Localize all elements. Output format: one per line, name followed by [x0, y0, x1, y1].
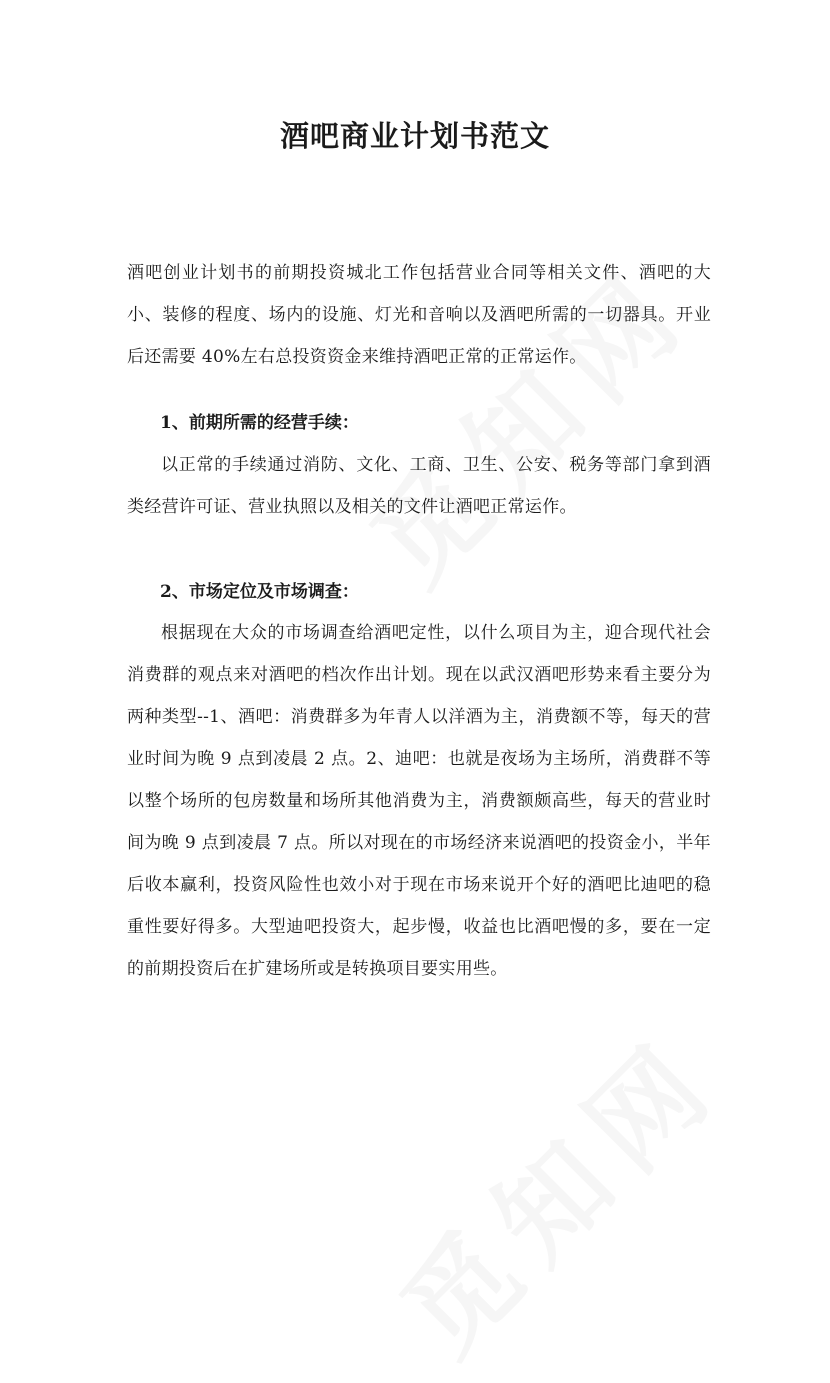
- intro-paragraph: 酒吧创业计划书的前期投资城北工作包括营业合同等相关文件、酒吧的大小、装修的程度、场内的设施、灯光和音响以及酒吧所需的一切器具。开业后还需要 40%左右总投资资金来维持酒吧正常的正常运作。: [127, 263, 711, 367]
- section-heading-market: 2、市场定位及市场调查：: [160, 582, 359, 602]
- section-body-market: 根据现在大众的市场调查给酒吧定性，以什么项目为主，迎合现代社会消费群的观点来对酒吧的档次作出计划。现在以武汉酒吧形势来看主要分为两种类型--1、酒吧：消费群多为年青人以洋酒为主，消费额不等，每天的营业时间为晚 9 点到凌晨 2 点。2、迪吧：也就是夜场为主场所，消费群不等以整个场所的包房数量和场所其他消费为主，消费额颇高些，每天的营业时间为晚 9 点到凌晨 7 点。所以对现在的市场经济来说酒吧的投资金小，半年后收本赢利，投资风险性也效小对于现在市场来说开个好的酒吧比迪吧的稳重性要好得多。大型迪吧投资大，起步慢，收益也比酒吧慢的多，要在一定的前期投资后在扩建场所或是转换项目要实用些。: [127, 623, 711, 979]
- section-body-procedures: 以正常的手续通过消防、文化、工商、卫生、公安、税务等部门拿到酒类经营许可证、营业执照以及相关的文件让酒吧正常运作。: [127, 455, 711, 517]
- document-title: 酒吧商业计划书范文: [279, 119, 550, 153]
- section-heading-procedures: 1、前期所需的经营手续：: [160, 413, 359, 433]
